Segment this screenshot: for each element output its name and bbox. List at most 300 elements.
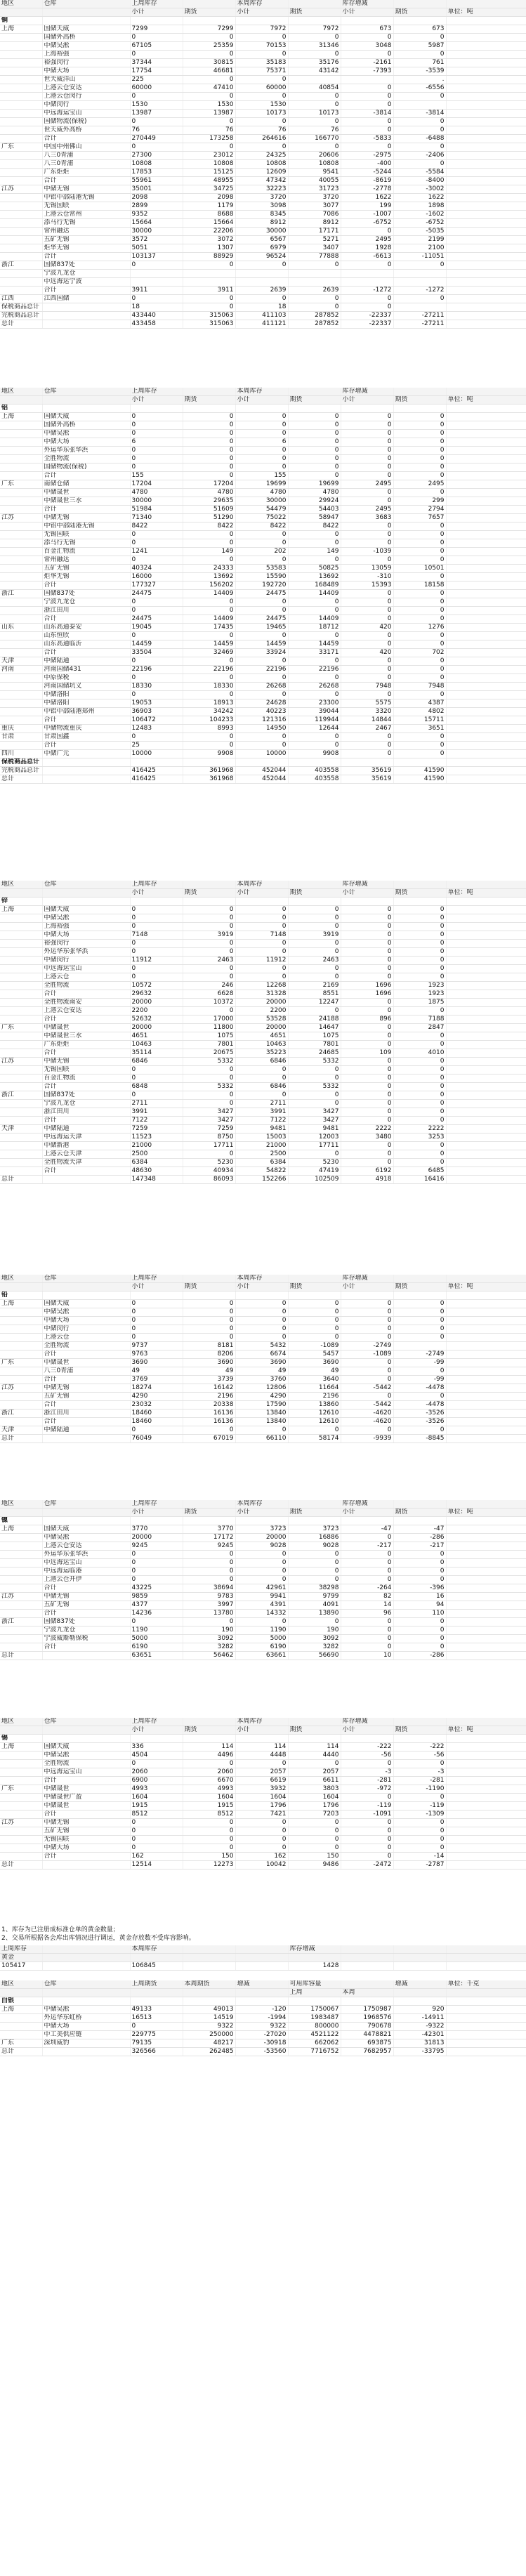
table-cell: 上周库存 bbox=[0, 1945, 42, 1954]
table-cell: 2222 bbox=[393, 1125, 446, 1133]
table-cell: 26268 bbox=[288, 683, 341, 691]
table-cell: 合计 bbox=[42, 1117, 130, 1125]
table-cell: 本周库存 bbox=[235, 1275, 288, 1283]
table-cell bbox=[341, 270, 393, 278]
table-cell: 0 bbox=[341, 472, 393, 480]
table-cell bbox=[183, 1945, 235, 1954]
table-cell: 0 bbox=[341, 1100, 393, 1108]
table-cell: 中储吴淞 bbox=[42, 1308, 130, 1317]
table-row bbox=[0, 1283, 526, 1292]
table-cell: 0 bbox=[393, 640, 446, 649]
table-cell: 15590 bbox=[235, 573, 288, 581]
table-cell bbox=[446, 1041, 526, 1049]
table-cell: 17204 bbox=[183, 480, 235, 489]
table-cell: 0 bbox=[183, 657, 235, 666]
table-cell: 0 bbox=[183, 34, 235, 42]
table-cell bbox=[446, 531, 526, 539]
table-cell bbox=[446, 1418, 526, 1426]
table-cell: 8688 bbox=[183, 211, 235, 219]
table-cell bbox=[0, 632, 42, 640]
table-row bbox=[0, 982, 526, 990]
table-cell: -27211 bbox=[393, 312, 446, 320]
table-cell bbox=[446, 640, 526, 649]
table-cell: 21000 bbox=[130, 1142, 183, 1150]
table-cell: 合计 bbox=[42, 581, 130, 590]
table-cell: 1750987 bbox=[341, 2006, 393, 2014]
table-row bbox=[0, 25, 526, 34]
table-row bbox=[0, 758, 526, 767]
table-cell: 0 bbox=[393, 906, 446, 914]
table-cell: 76 bbox=[183, 126, 235, 135]
table-cell: 0 bbox=[341, 1618, 393, 1627]
table-cell bbox=[446, 34, 526, 42]
table-cell: 仓库 bbox=[42, 1500, 130, 1509]
table-cell: 0 bbox=[235, 1568, 288, 1576]
table-cell: 0 bbox=[393, 1393, 446, 1401]
table-cell bbox=[0, 1509, 42, 1517]
table-cell bbox=[393, 1292, 446, 1300]
table-cell bbox=[183, 1517, 235, 1525]
table-cell: 外运华东张华浜 bbox=[42, 447, 130, 455]
table-cell: -2161 bbox=[341, 59, 393, 67]
table-cell: 0 bbox=[183, 1551, 235, 1559]
table-cell: 0 bbox=[288, 1066, 341, 1075]
table-cell bbox=[288, 76, 341, 84]
table-cell bbox=[446, 657, 526, 666]
table-cell: 8422 bbox=[183, 523, 235, 531]
table-cell: 合计 bbox=[42, 506, 130, 514]
table-cell: -47 bbox=[341, 1525, 393, 1534]
table-cell: 仓库 bbox=[42, 0, 130, 8]
table-cell: 锡 bbox=[0, 1735, 42, 1743]
table-cell: 广东 bbox=[0, 1024, 42, 1032]
silver-stock-table bbox=[0, 1980, 526, 2056]
table-cell bbox=[446, 1308, 526, 1317]
table-cell: 10173 bbox=[235, 110, 288, 118]
table-cell bbox=[0, 1551, 42, 1559]
table-cell: 10572 bbox=[130, 982, 183, 990]
table-cell bbox=[0, 1568, 42, 1576]
table-cell: 4993 bbox=[130, 1785, 183, 1794]
table-cell bbox=[0, 1108, 42, 1117]
table-cell: 33171 bbox=[288, 649, 341, 657]
table-cell: 广东炬炬 bbox=[42, 1041, 130, 1049]
table-cell: 0 bbox=[235, 51, 288, 59]
table-cell: 国储837处 bbox=[42, 1618, 130, 1627]
table-cell: 411103 bbox=[235, 312, 288, 320]
table-cell: 库存增减 bbox=[341, 0, 393, 8]
table-cell: 0 bbox=[183, 261, 235, 270]
table-row bbox=[0, 1551, 526, 1559]
table-cell bbox=[446, 295, 526, 303]
table-cell bbox=[42, 396, 130, 405]
table-cell: 0 bbox=[130, 1317, 183, 1325]
table-cell bbox=[42, 898, 130, 906]
table-cell: 109 bbox=[341, 1049, 393, 1058]
table-cell: 0 bbox=[341, 497, 393, 506]
table-cell: 0 bbox=[341, 1853, 393, 1861]
table-cell: 0 bbox=[183, 1334, 235, 1342]
table-cell: 177327 bbox=[130, 581, 183, 590]
table-cell: 1898 bbox=[393, 202, 446, 211]
table-cell: 5332 bbox=[288, 1058, 341, 1066]
table-cell: 0 bbox=[393, 923, 446, 931]
table-cell: 中远海运天津 bbox=[42, 1133, 130, 1142]
table-cell: 15125 bbox=[183, 169, 235, 177]
table-cell: 广东 bbox=[0, 480, 42, 489]
table-row bbox=[0, 539, 526, 548]
table-cell: 1928 bbox=[341, 244, 393, 253]
table-cell: 山东高通临沂 bbox=[42, 640, 130, 649]
table-row bbox=[0, 889, 526, 898]
table-cell: 五矿无锡 bbox=[42, 1601, 130, 1610]
table-cell bbox=[341, 1292, 393, 1300]
table-cell: 0 bbox=[393, 539, 446, 548]
table-cell: 7299 bbox=[183, 25, 235, 34]
table-cell: 0 bbox=[130, 1568, 183, 1576]
table-cell bbox=[446, 455, 526, 464]
table-cell bbox=[0, 270, 42, 278]
table-cell bbox=[446, 1568, 526, 1576]
table-cell: 小计 bbox=[341, 889, 393, 898]
table-cell: 中储晟世 bbox=[42, 1024, 130, 1032]
table-cell: 403558 bbox=[288, 767, 341, 775]
table-cell: 0 bbox=[288, 93, 341, 101]
table-cell: 106845 bbox=[130, 1962, 183, 1971]
table-cell: 0 bbox=[341, 1325, 393, 1334]
table-cell: 229775 bbox=[130, 2031, 183, 2039]
table-cell: 6674 bbox=[235, 1351, 288, 1359]
table-cell bbox=[446, 464, 526, 472]
table-cell: 35001 bbox=[130, 185, 183, 194]
table-cell: 浙江 bbox=[0, 590, 42, 598]
table-cell: 40223 bbox=[235, 708, 288, 716]
table-cell bbox=[0, 1752, 42, 1760]
table-cell: 7122 bbox=[130, 1117, 183, 1125]
table-cell bbox=[0, 742, 42, 750]
table-cell: 0 bbox=[393, 413, 446, 421]
table-cell bbox=[446, 990, 526, 999]
table-cell bbox=[446, 1292, 526, 1300]
table-cell bbox=[446, 236, 526, 244]
table-cell: 60000 bbox=[130, 84, 183, 93]
table-cell: 150 bbox=[183, 1853, 235, 1861]
table-cell bbox=[288, 278, 341, 287]
table-cell: 期货 bbox=[183, 8, 235, 17]
table-row bbox=[0, 110, 526, 118]
table-cell: 3723 bbox=[288, 1525, 341, 1534]
table-cell: 0 bbox=[341, 101, 393, 110]
table-cell: 35183 bbox=[235, 59, 288, 67]
table-cell: 0 bbox=[183, 691, 235, 699]
table-cell: 0 bbox=[288, 914, 341, 923]
table-cell: 库存增减 bbox=[341, 388, 393, 396]
table-cell: 31346 bbox=[288, 42, 341, 51]
table-cell: 中储无锡 bbox=[42, 1058, 130, 1066]
table-cell: 2711 bbox=[235, 1100, 288, 1108]
table-cell bbox=[446, 413, 526, 421]
table-cell: 114 bbox=[235, 1743, 288, 1752]
table-cell bbox=[130, 1997, 183, 2006]
table-cell: 52632 bbox=[130, 1016, 183, 1024]
table-cell: 0 bbox=[235, 1308, 288, 1317]
table-cell bbox=[393, 303, 446, 312]
table-cell: 0 bbox=[393, 957, 446, 965]
table-cell: 5332 bbox=[288, 1083, 341, 1091]
table-cell: 0 bbox=[183, 1844, 235, 1853]
table-cell: 12610 bbox=[288, 1409, 341, 1418]
table-cell: 0 bbox=[130, 1066, 183, 1075]
table-cell bbox=[446, 973, 526, 982]
table-cell: 2500 bbox=[130, 1150, 183, 1159]
table-cell bbox=[446, 1777, 526, 1785]
table-cell: 广东 bbox=[0, 143, 42, 152]
table-cell: 上港云仓安达 bbox=[42, 1542, 130, 1551]
table-cell bbox=[288, 270, 341, 278]
table-cell: 0 bbox=[341, 1032, 393, 1041]
table-row bbox=[0, 8, 526, 17]
table-cell: -5442 bbox=[341, 1401, 393, 1409]
table-cell: 4780 bbox=[130, 489, 183, 497]
table-cell: 0 bbox=[183, 1325, 235, 1334]
table-cell: 3072 bbox=[183, 236, 235, 244]
table-cell bbox=[446, 405, 526, 413]
table-cell bbox=[0, 1627, 42, 1635]
table-row bbox=[0, 548, 526, 556]
table-cell bbox=[446, 699, 526, 708]
table-cell: 7086 bbox=[288, 211, 341, 219]
table-cell: 0 bbox=[393, 1300, 446, 1308]
table-cell bbox=[235, 1997, 288, 2006]
table-row bbox=[0, 405, 526, 413]
table-cell: 411121 bbox=[235, 320, 288, 329]
table-cell: 0 bbox=[393, 1317, 446, 1325]
table-cell: 18712 bbox=[288, 624, 341, 632]
table-cell: 0 bbox=[183, 607, 235, 615]
table-cell bbox=[446, 733, 526, 742]
table-cell: 270449 bbox=[130, 135, 183, 143]
table-cell: 7203 bbox=[288, 1811, 341, 1819]
table-cell: 23032 bbox=[130, 1401, 183, 1409]
table-row bbox=[0, 93, 526, 101]
table-cell: 0 bbox=[183, 1559, 235, 1568]
table-row bbox=[0, 1500, 526, 1509]
table-cell: 0 bbox=[393, 691, 446, 699]
table-cell: 0 bbox=[341, 1024, 393, 1032]
table-cell: 13692 bbox=[288, 573, 341, 581]
table-cell bbox=[0, 1142, 42, 1150]
table-cell: 宁波九龙仓 bbox=[42, 598, 130, 607]
table-cell bbox=[446, 1176, 526, 1184]
table-cell: -56 bbox=[393, 1752, 446, 1760]
table-cell: 0 bbox=[288, 261, 341, 270]
table-cell: 0 bbox=[341, 1559, 393, 1568]
table-row bbox=[0, 0, 526, 8]
table-cell: 0 bbox=[341, 1091, 393, 1100]
table-cell: 0 bbox=[393, 1325, 446, 1334]
table-cell: 外运华东虹桥 bbox=[42, 2014, 130, 2023]
table-cell bbox=[0, 1802, 42, 1811]
table-cell: 0 bbox=[183, 438, 235, 447]
table-cell: 本周库存 bbox=[235, 1718, 288, 1726]
table-cell bbox=[341, 405, 393, 413]
aluminum-stock-table bbox=[0, 388, 526, 784]
table-cell: 6384 bbox=[130, 1159, 183, 1167]
table-cell: -1089 bbox=[288, 1342, 341, 1351]
table-cell: 期货 bbox=[288, 889, 341, 898]
table-cell: 0 bbox=[288, 1426, 341, 1435]
table-cell: 22196 bbox=[235, 666, 288, 674]
table-cell bbox=[0, 640, 42, 649]
table-cell bbox=[0, 1559, 42, 1568]
table-cell: 3092 bbox=[288, 1635, 341, 1643]
table-cell: 中储吴淞 bbox=[42, 1752, 130, 1760]
table-cell: -286 bbox=[393, 1534, 446, 1542]
table-row bbox=[0, 767, 526, 775]
table-cell bbox=[0, 1542, 42, 1551]
table-cell: -5833 bbox=[341, 135, 393, 143]
table-cell bbox=[446, 1024, 526, 1032]
table-cell bbox=[446, 999, 526, 1007]
table-cell: 浙江田川 bbox=[42, 1409, 130, 1418]
table-cell: 77888 bbox=[288, 253, 341, 261]
table-cell: 炬华无锡 bbox=[42, 573, 130, 581]
table-cell: 114 bbox=[183, 1743, 235, 1752]
table-cell: 3651 bbox=[393, 725, 446, 733]
table-row bbox=[0, 1768, 526, 1777]
table-cell: 15393 bbox=[341, 581, 393, 590]
table-cell bbox=[446, 1167, 526, 1176]
table-cell bbox=[130, 17, 183, 25]
table-cell bbox=[446, 447, 526, 455]
table-cell: 2199 bbox=[393, 236, 446, 244]
table-cell: 0 bbox=[235, 1827, 288, 1836]
table-cell bbox=[288, 1954, 341, 1962]
table-cell bbox=[446, 1735, 526, 1743]
table-row bbox=[0, 1819, 526, 1827]
table-row bbox=[0, 1542, 526, 1551]
table-cell: 0 bbox=[183, 1317, 235, 1325]
table-cell: 19699 bbox=[288, 480, 341, 489]
table-cell bbox=[0, 691, 42, 699]
table-cell: 中储陆通 bbox=[42, 1426, 130, 1435]
table-cell: 9763 bbox=[130, 1351, 183, 1359]
table-cell: 262485 bbox=[183, 2048, 235, 2056]
table-cell bbox=[235, 1517, 288, 1525]
table-cell: 0 bbox=[393, 472, 446, 480]
table-cell bbox=[446, 1091, 526, 1100]
table-cell: 4780 bbox=[288, 489, 341, 497]
table-cell bbox=[0, 1083, 42, 1091]
table-row bbox=[0, 725, 526, 733]
table-cell: -42301 bbox=[393, 2031, 446, 2039]
table-cell: 五矿无锡 bbox=[42, 565, 130, 573]
table-cell: 浙江田川 bbox=[42, 607, 130, 615]
table-cell: 0 bbox=[183, 447, 235, 455]
table-cell bbox=[446, 1610, 526, 1618]
table-cell: 0 bbox=[393, 1643, 446, 1652]
table-row bbox=[0, 1342, 526, 1351]
table-cell: 0 bbox=[393, 455, 446, 464]
table-cell: 4387 bbox=[393, 699, 446, 708]
table-cell bbox=[288, 0, 341, 8]
table-row bbox=[0, 1627, 526, 1635]
table-cell: 5051 bbox=[130, 244, 183, 253]
table-cell: 5332 bbox=[183, 1058, 235, 1066]
table-cell: 常州融达 bbox=[42, 556, 130, 565]
table-cell: 0 bbox=[393, 447, 446, 455]
table-cell: -1039 bbox=[341, 548, 393, 556]
table-cell: 0 bbox=[393, 973, 446, 982]
table-row bbox=[0, 1861, 526, 1869]
table-cell: 26268 bbox=[235, 683, 288, 691]
table-cell: 0 bbox=[235, 1300, 288, 1308]
table-cell: 12514 bbox=[130, 1861, 183, 1869]
table-cell: 上周库存 bbox=[130, 0, 183, 8]
table-cell: 0 bbox=[288, 657, 341, 666]
table-cell: -3002 bbox=[393, 185, 446, 194]
table-cell: 13840 bbox=[235, 1409, 288, 1418]
table-cell: 国储物流(保税) bbox=[42, 118, 130, 126]
table-cell: 0 bbox=[393, 733, 446, 742]
table-cell: 152266 bbox=[235, 1176, 288, 1184]
table-cell: 30000 bbox=[235, 497, 288, 506]
table-cell: 小计 bbox=[130, 396, 183, 405]
table-cell: -3 bbox=[341, 1768, 393, 1777]
table-row bbox=[0, 708, 526, 716]
table-cell bbox=[0, 1066, 42, 1075]
table-cell bbox=[446, 1150, 526, 1159]
table-cell: 0 bbox=[130, 923, 183, 931]
table-row bbox=[0, 1308, 526, 1317]
table-cell: 中远海运宝山 bbox=[42, 965, 130, 973]
table-cell bbox=[341, 1954, 393, 1962]
table-cell: 外运华东张华浜 bbox=[42, 948, 130, 957]
table-cell: 增减 bbox=[235, 1980, 288, 1989]
table-row bbox=[0, 1618, 526, 1627]
table-cell: 10372 bbox=[183, 999, 235, 1007]
table-cell: 中储无锡 bbox=[42, 185, 130, 194]
table-cell bbox=[446, 244, 526, 253]
table-cell: 30815 bbox=[183, 59, 235, 67]
table-cell: -286 bbox=[393, 1652, 446, 1660]
table-cell: 小计 bbox=[341, 396, 393, 405]
table-cell bbox=[0, 1643, 42, 1652]
table-cell bbox=[446, 775, 526, 784]
table-cell bbox=[446, 1409, 526, 1418]
table-cell: 0 bbox=[393, 1083, 446, 1091]
table-cell: 63661 bbox=[235, 1652, 288, 1660]
table-cell: 上海 bbox=[0, 1525, 42, 1534]
table-cell: 6628 bbox=[183, 990, 235, 999]
table-cell bbox=[446, 228, 526, 236]
table-cell: 0 bbox=[183, 430, 235, 438]
table-cell: 裕强闵行 bbox=[42, 59, 130, 67]
table-cell bbox=[183, 1962, 235, 1971]
table-cell: 0 bbox=[393, 1150, 446, 1159]
table-cell bbox=[446, 1525, 526, 1534]
table-cell: 114 bbox=[288, 1743, 341, 1752]
table-cell: 0 bbox=[130, 965, 183, 973]
table-cell: 27300 bbox=[130, 152, 183, 160]
table-cell: 9737 bbox=[130, 1342, 183, 1351]
table-row bbox=[0, 1811, 526, 1819]
table-cell: 76 bbox=[130, 126, 183, 135]
table-cell: 0 bbox=[130, 539, 183, 548]
table-cell: 54479 bbox=[235, 506, 288, 514]
table-cell: 16886 bbox=[288, 1534, 341, 1542]
table-cell: 190 bbox=[288, 1627, 341, 1635]
